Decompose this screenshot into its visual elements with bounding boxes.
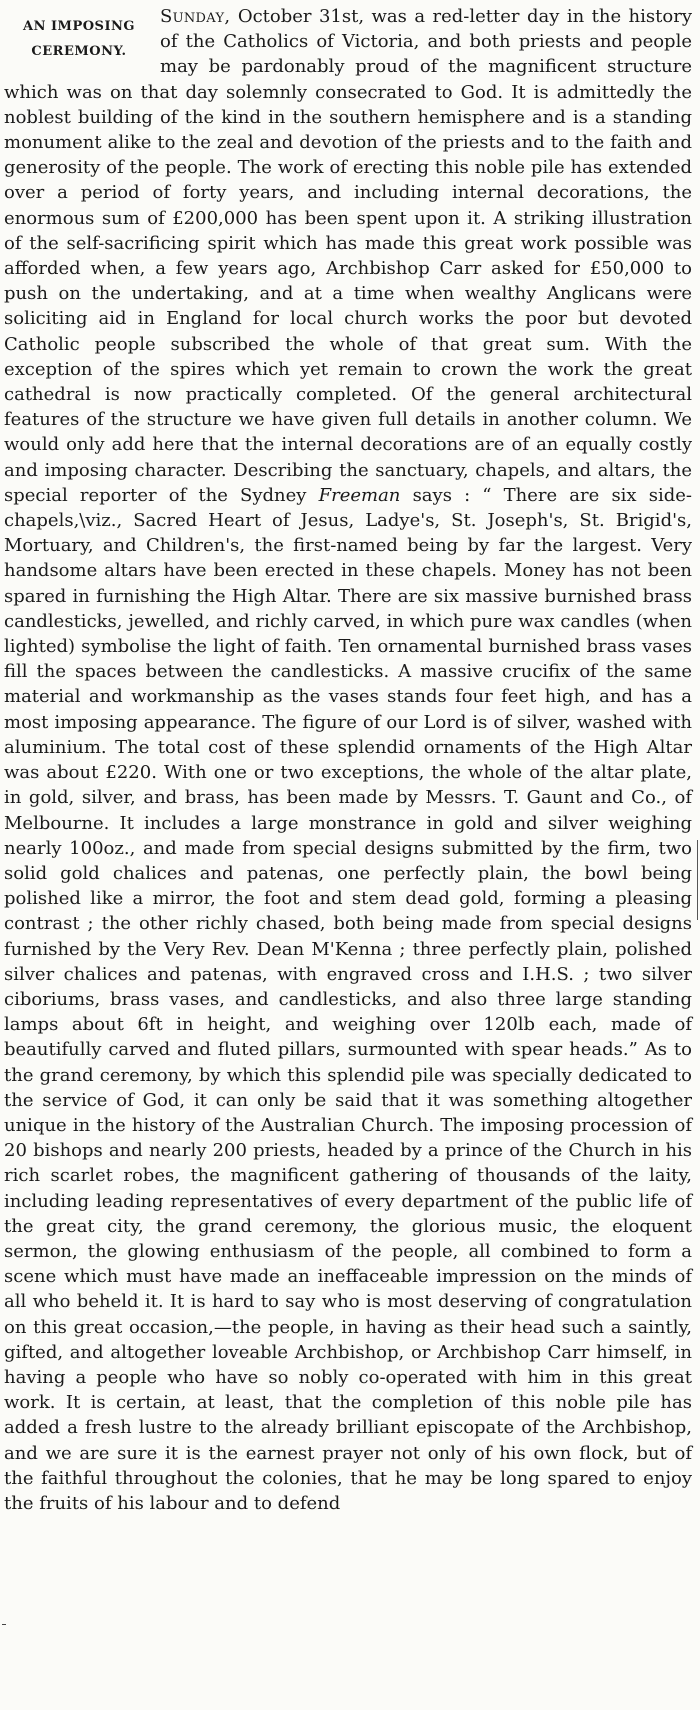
article-column — [4, 4, 692, 1516]
article-text-part-2: says : “ There are six side-chapels,\viz., Sacred Heart of Jesus, Ladye's, St. Joseph's, St. Brigid's, Mortuary, and Children's, the first-named being by far the largest. Very handsome altars have been erected in these chapels. Money has not been spared in furnishing the High Altar. There are six massive burnished brass candlesticks, jewelled, and richly carved, in which pure wax candles (when lighted) symbolise the light of faith. Ten ornamental burnished brass vases fill the spaces between the candlesticks. A massive crucifix of the same material and workmanship as the vases stands four feet high, and has a most imposing appearance. The figure of our Lord is of silver, washed with aluminium. The total cost of these splendid ornaments of the High Altar was about £220. With one or two exceptions, the whole of the altar plate, in gold, silver, and brass, has been made by Messrs. T. Gaunt and Co., of Melbourne. It includes a large monstrance in gold and silver weighing nearly 100oz., and made from special designs submitted by the firm, two solid gold chalices and patenas, one perfectly plain, the bowl being polished like a mirror, the foot and stem dead gold, forming a pleasing contrast ; the other richly chased, both being made from special designs furnished by the Very Rev. Dean M'Kenna ; three perfectly plain, polished silver chalices and patenas, with engraved cross and I.H.S. ; two silver ciboriums, brass vases, and candlesticks, and also three large standing lamps about 6ft in height, and weighing over 120lb each, made of beautifully carved and fluted pillars, surmounted with spear heads.” As to the grand ceremony, by which this splendid pile was specially dedicated to the service of God, it can only be said that it was something altogether unique in the history of the Australian Church. The imposing procession of 20 bishops and nearly 200 priests, headed by a prince of the Church in his rich scarlet robes, the magnificent gathering of thousands of the laity, including leading representatives of every department of the public life of the great city, the grand ceremony, the glorious music, the eloquent sermon, the glowing enthusiasm of the people, all combined to form a scene which must have made an ineffaceable impression on the minds of all who beheld it. It is hard to say who is most deserving of congratulation on this great occasion,—the people, in having as their head such a saintly, gifted, and altogether loveable Archbishop, or Archbishop Carr himself, in having a people who have so nobly co-operated with him in this great work. It is certain, at least, that the completion of this noble pile has added a fresh lustre to the already brilliant episcopate of the Archbishop, and we are sure it is the earnest prayer not only of his own flock, but of the faithful throughout the colonies, that he may be long spared to enjoy the fruits of his labour and to defend — [4, 484, 692, 1514]
margin-mark — [2, 1624, 6, 1625]
column-rule — [697, 840, 698, 920]
article-body — [4, 4, 692, 1516]
article-sidehead — [4, 14, 154, 64]
sidehead-line-2: CEREMONY. — [31, 44, 127, 59]
article-lead-word: Sunday, — [160, 6, 231, 27]
article-text-part-1: October 31st, was a red-letter day in the history of the Catholics of Victoria, and both priests and people may be pardonably proud of the magnificent structure which was on that day solemnly consecrated to God. It is admittedly the noblest building of the kind in the southern hemisphere and is a standing monument alike to the zeal and devotion of the priests and to the faith and generosity of the people. The work of erecting this noble pile has extended over a period of forty years, and including internal decorations, the enormous sum of £200,000 has been spent upon it. A striking illustration of the self-sacrificing spirit which has made this great work possible was afforded when, a few years ago, Archbishop Carr asked for £50,000 to push on the undertaking, and at a time when wealthy Anglicans were soliciting aid in England for local church works the poor but devoted Catholic people subscribed the whole of that great sum. With the exception of the spires which yet remain to crown the work the great cathedral is now practically completed. Of the general architectural features of the structure we have given full details in another column. We would only add here that the internal decorations are of an equally costly and imposing character. Describing the sanctuary, chapels, and altars, the special reporter of the Sydney — [4, 6, 692, 506]
newspaper-name: Freeman — [318, 484, 401, 506]
sidehead-line-1: AN IMPOSING — [22, 19, 136, 34]
